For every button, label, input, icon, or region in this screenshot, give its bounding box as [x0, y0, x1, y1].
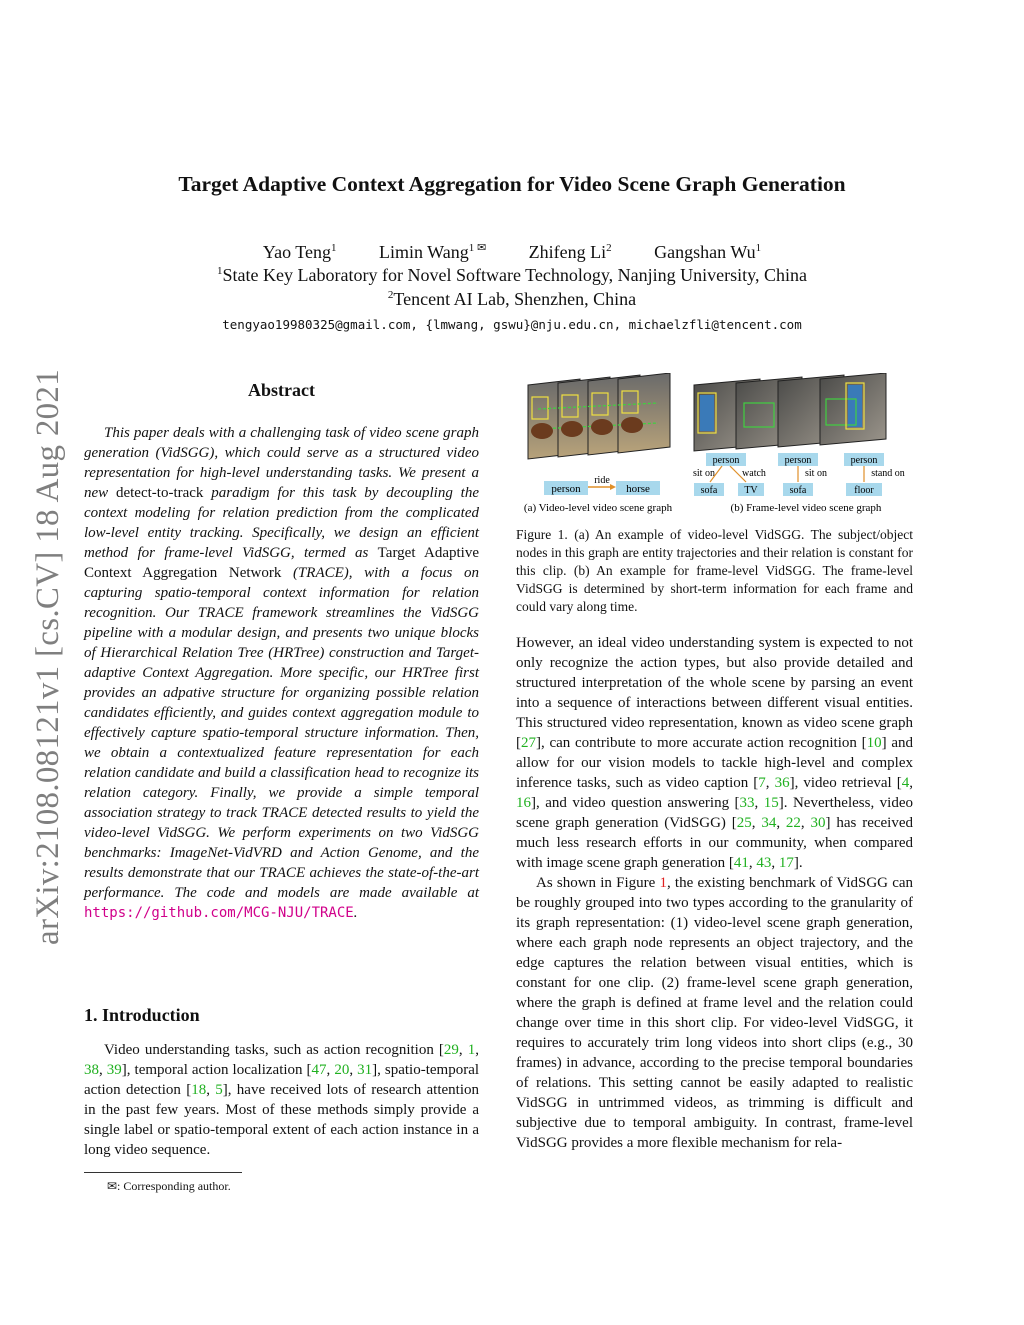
- citation-link[interactable]: 41: [733, 855, 749, 871]
- citation-link[interactable]: 7: [758, 775, 766, 791]
- figure-1: [508, 373, 918, 518]
- citation-link[interactable]: 22: [785, 815, 801, 831]
- abstract-body: [84, 423, 479, 923]
- citation-link[interactable]: 47: [311, 1062, 327, 1078]
- citation-link[interactable]: 15: [763, 795, 779, 811]
- body-text: ,: [765, 775, 775, 791]
- citation-link[interactable]: 17: [778, 855, 794, 871]
- paper-title: Target Adaptive Context Aggregation for Video Scene Graph Generation: [178, 172, 846, 196]
- affiliation-text: Tencent AI Lab, Shenzhen, China: [393, 289, 637, 309]
- author-emails: tengyao19980325@gmail.com, {lmwang, gswu}@nju.edu.cn, michaelzfli@tencent.com: [222, 317, 802, 332]
- affiliation: [0, 265, 1024, 286]
- body-text: ,: [326, 1062, 335, 1078]
- body-text: ,: [909, 775, 913, 791]
- citation-link[interactable]: 39: [106, 1062, 122, 1078]
- citation-link[interactable]: 34: [761, 815, 777, 831]
- body-text: Video understanding tasks, such as action recognition [: [104, 1042, 444, 1058]
- body-text: ,: [206, 1082, 216, 1098]
- body-text: ,: [458, 1042, 468, 1058]
- body-text: ,: [349, 1062, 358, 1078]
- predicate-label: ride: [594, 475, 610, 486]
- abstract-text: paradigm for this task by decoupling the context modeling for relation prediction from the complicated low-level entity tracking. Specifically, we design an efficient method for frame-level VidSGG, termed as: [84, 485, 479, 561]
- body-text: ] and allow for our vision models to tackle high-level and complex inference tasks, such as video caption [: [516, 735, 913, 791]
- citation-link[interactable]: 43: [756, 855, 772, 871]
- body-text: ], have received lots of research attention in the past few years. Most of these methods simply provide a single label or spatio-temporal extent of each action instance in a long video sequence.: [84, 1082, 480, 1158]
- citation-link[interactable]: 33: [739, 795, 755, 811]
- abstract-term: detect-to-track: [115, 485, 204, 501]
- body-text: ]. Nevertheless, video scene graph generation (VidSGG) [: [516, 795, 913, 831]
- author-mark: 1: [755, 242, 762, 254]
- node-label: TV: [744, 485, 758, 496]
- citation-link[interactable]: 16: [516, 795, 531, 811]
- right-column-body: [516, 633, 913, 1153]
- abstract-heading: Abstract: [248, 380, 315, 400]
- body-text: ,: [475, 1042, 479, 1058]
- predicate-label: sit on: [805, 468, 827, 479]
- horse-figure: [561, 421, 583, 437]
- author: [379, 241, 486, 263]
- body-text: ,: [771, 855, 779, 871]
- body-paragraph: [516, 633, 913, 873]
- abstract-text: (TRACE), with a focus on capturing spatio-temporal context information for relation recognition. Our TRACE framework streamlines the VidSGG pipeline with a modular design, and presents two unique blocks of Hierarchical Relation Tree (HRTree) construction and Target-adaptive Context Aggregation. More specific, our HRTree first provides an adpative structure for organizing possible relation candidates efficiently, and guides context aggregation module to effectively capture spatio-temporal structure information. Then, we obtain a contextualized feature representation for each relation candidate and build a classification head to recognize its relation category. Finally, we provide a simple temporal association strategy to track TRACE detected results to yield the video-level VidSGG. We perform experiments on two VidSGG benchmarks: ImageNet-VidVRD and Action Genome, and the results demonstrate that our TRACE achieves the state-of-the-art performance. The code and models are made available at: [84, 565, 479, 901]
- intro-body: [84, 1040, 479, 1160]
- abstract-text: This paper deals with a challenging task of video scene graph generation (VidSGG), which could serve as a structured video representation for high-level understanding tasks. We present a new: [84, 425, 479, 501]
- figure-ref-link[interactable]: 1: [659, 875, 667, 891]
- footnote: ✉: Corresponding author.: [107, 1179, 231, 1193]
- body-text: ], can contribute to more accurate action recognition [: [536, 735, 867, 751]
- body-text: ,: [748, 855, 757, 871]
- horse-figure: [621, 417, 643, 433]
- body-text: ,: [99, 1062, 107, 1078]
- intro-paragraph: [84, 1040, 479, 1160]
- body-text: ], temporal action localization [: [121, 1062, 312, 1078]
- node-label: floor: [854, 485, 874, 496]
- node-label: sofa: [789, 485, 807, 496]
- author: [529, 242, 612, 263]
- node-label: person: [784, 455, 812, 466]
- author: [654, 242, 761, 263]
- video-frames-left: [528, 373, 670, 459]
- citation-link[interactable]: 25: [736, 815, 752, 831]
- citation-link[interactable]: 38: [84, 1062, 99, 1078]
- body-text: ] has received much less research efforts in our community, when compared with image scene graph generation [: [516, 815, 913, 871]
- video-frames-right: [694, 373, 886, 451]
- citation-link[interactable]: 4: [901, 775, 910, 791]
- affiliation-mark: 2: [387, 289, 394, 301]
- citation-link[interactable]: 30: [810, 815, 826, 831]
- author-name: Zhifeng Li: [528, 242, 607, 262]
- citation-link[interactable]: 10: [866, 735, 882, 751]
- subfigure-label: (b) Frame-level video scene graph: [730, 502, 882, 514]
- horse-figure: [591, 419, 613, 435]
- citation-link[interactable]: 27: [521, 735, 536, 751]
- citation-link[interactable]: 31: [357, 1062, 373, 1078]
- intro-heading: 1. Introduction: [84, 1005, 200, 1025]
- abstract-text: .: [353, 905, 358, 921]
- body-text: ], video retrieval [: [789, 775, 902, 791]
- horse-figure: [531, 423, 553, 439]
- body-text: , the existing benchmark of VidSGG can be roughly grouped into two types according to the granularity of its graph representation: (1) video-level scene graph generation, where each graph node represents an object trajectory, and the edge captures the relation between visual entities, which is constant for one clip. (2) frame-level scene graph generation, where the graph is defined at frame level and the relation could change over time in this short clip. For video-level VidSGG, it requires to accurately trim long videos into short clips (e.g., 30 frames) in advance, according to the precise temporal boundaries of relations. This setting cannot be easily adapted to realistic VidSGG in untrimmed videos, as trimming is difficult and subjective due to temporal ambiguity. In contrast, frame-level VidSGG provides a more flexible mechanism for rela-: [516, 875, 914, 1151]
- citation-link[interactable]: 1: [467, 1042, 476, 1058]
- node-label: horse: [626, 483, 650, 495]
- predicate-label: sit on: [693, 468, 715, 479]
- person-figure: [848, 385, 862, 427]
- affiliation: [0, 289, 1024, 310]
- body-text: ].: [793, 855, 803, 871]
- body-text: As shown in Figure: [536, 875, 660, 891]
- arrow-head: [610, 484, 616, 490]
- body-text: ,: [751, 815, 762, 831]
- node-label: sofa: [700, 485, 718, 496]
- body-text: ,: [800, 815, 811, 831]
- author-name: Yao Teng: [262, 242, 331, 262]
- author-mark: 2: [606, 242, 612, 254]
- node-label: person: [850, 455, 878, 466]
- body-text: ], spatio-temporal action detection [: [84, 1062, 480, 1098]
- footnote-rule: [84, 1172, 242, 1173]
- node-label: person: [712, 455, 740, 466]
- citation-link[interactable]: 5: [215, 1082, 223, 1098]
- node-label: person: [551, 483, 581, 495]
- citation-link[interactable]: 18: [191, 1082, 207, 1098]
- author-mark: 1: [330, 242, 337, 254]
- person-figure: [700, 395, 714, 431]
- body-paragraph: [516, 873, 913, 1153]
- author: [263, 242, 337, 263]
- body-text: ], and video question answering [: [531, 795, 740, 811]
- subfigure-label: (a) Video-level video scene graph: [523, 502, 673, 514]
- abstract-paragraph: [84, 423, 479, 923]
- author-mark: 1 ✉: [468, 242, 487, 254]
- body-text: ,: [754, 795, 764, 811]
- citation-link[interactable]: 36: [774, 775, 790, 791]
- figure-caption: Figure 1. (a) An example of video-level VidSGG. The subject/object nodes in this graph are entity trajectories and their relation is constant for this clip. (b) An example for frame-level VidSGG. The frame-level VidSGG is determined by short-term information for each frame and could vary along time.: [516, 527, 913, 614]
- body-text: However, an ideal video understanding system is expected to not only recognize the action types, but also provide detailed and structured interpretation of the whole scene by parsing an event into a sequence of interactions between different visual entities. This structured video representation, known as video scene graph [: [516, 635, 913, 751]
- affiliation-text: State Key Laboratory for Novel Software Technology, Nanjing University, China: [222, 265, 807, 285]
- citation-link[interactable]: 20: [334, 1062, 350, 1078]
- code-link[interactable]: https://github.com/MCG-NJU/TRACE: [84, 905, 354, 921]
- abstract-term: Target Adaptive Context Aggregation Network: [84, 545, 479, 581]
- arxiv-identifier: arXiv:2108.08121v1 [cs.CV] 18 Aug 2021: [30, 368, 66, 945]
- predicate-label: watch: [742, 468, 766, 479]
- body-text: ,: [776, 815, 786, 831]
- author-name: Gangshan Wu: [654, 242, 756, 262]
- affiliation-mark: 1: [217, 265, 223, 277]
- citation-link[interactable]: 29: [443, 1042, 459, 1058]
- predicate-label: stand on: [871, 468, 905, 479]
- author-name: Limin Wang: [378, 242, 469, 262]
- author-list: [0, 241, 1024, 263]
